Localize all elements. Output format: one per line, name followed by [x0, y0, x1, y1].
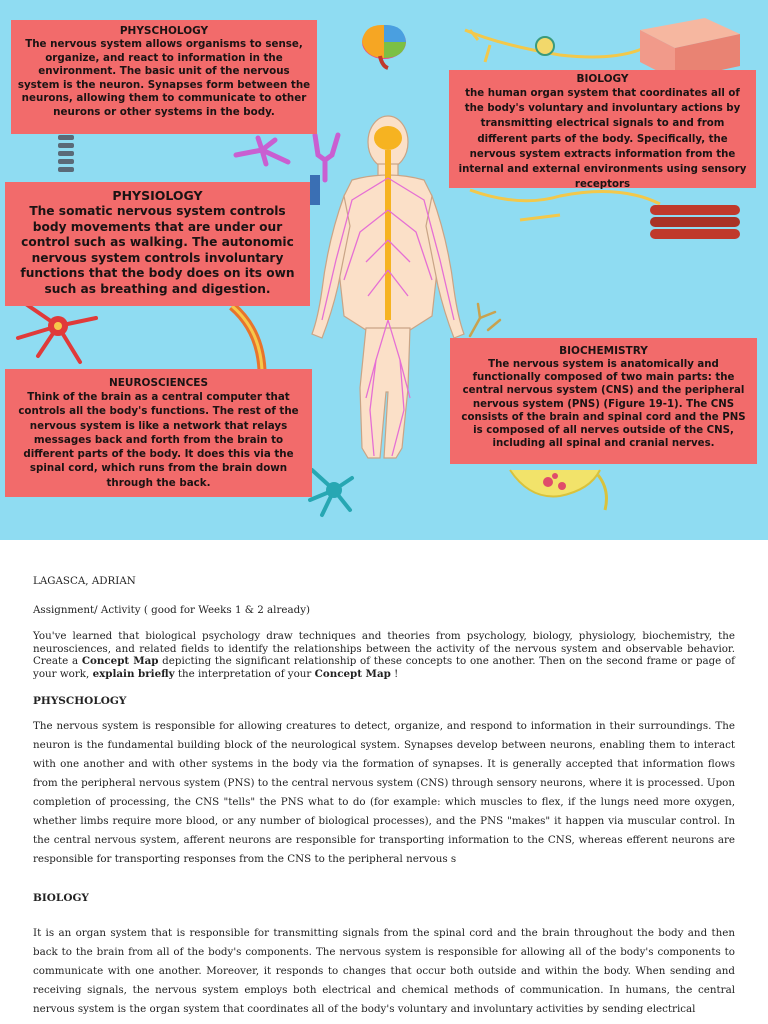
- instructions-paragraph: [33, 630, 735, 680]
- section-text-biology: It is an organ system that is responsible for transmitting signals from the spinal cord and the brain throughout the body and then back to the brain from all of the body's components. The nervous system is responsible for allowing all of the body's components to communicate with one another. Moreover, it responds to changes that occur both outside and within the body. When sending and receiving signals, the nervous system employs both electrical and chemical methods of communication. In humans, the central nervous system is the organ system that coordinates all of the body's voluntary and involuntary activities by sending electrical: [33, 927, 735, 1016]
- nerve-strand-icon: [232, 306, 262, 370]
- sensory-neuron-icon: [465, 30, 650, 62]
- biochemistry-card: [450, 338, 757, 464]
- biochemistry-card-body: The nervous system is anatomically and functionally composed of two main parts: the central nervous system (CNS) and the peripheral nervous system (PNS) (Figure 19-1). The CNS consists of the brain and spinal cord and the PNS is composed of all nerves outside of the CNS, including all spinal and cranial nerves.: [461, 359, 746, 450]
- section-heading-psychology: PHYSCHOLOGY: [33, 695, 127, 708]
- axon-segment: [310, 175, 320, 205]
- section-heading-biology: BIOLOGY: [33, 892, 89, 905]
- neurosciences-card-body: Think of the brain as a central computer that controls all the body's functions. The rest of the nervous system is like a network that relays messages back and forth from the brain to different parts of the body. It does this via the spinal cord, which runs from the brain down through the back.: [18, 391, 299, 489]
- spine-icon: [58, 135, 74, 172]
- instructions-part-3: the interpretation of your: [174, 667, 315, 680]
- physiology-card-body: The somatic nervous system controls body movements that are under our control such as walking. The autonomic nervous system controls involuntary functions that the body does on its own such as breathing and digestion.: [20, 204, 295, 296]
- instructions-bold-concept-map-2: Concept Map: [314, 667, 391, 680]
- author-name: LAGASCA, ADRIAN: [33, 575, 136, 587]
- brain-icon: [362, 25, 406, 68]
- instructions-bold-explain: explain briefly: [92, 667, 175, 680]
- document-body: [33, 572, 735, 1019]
- neuron-nucleus: [54, 322, 62, 330]
- physiology-card: [5, 182, 310, 306]
- instructions-part-1: You've learned that biological psychology draw techniques and theories from psychology, biology, physiology, biochemistry, the neurosciences, and related fields to identify the relationships between the activity of the nervous system and observable behavior. Create a: [33, 630, 735, 668]
- biochemistry-card-title: BIOCHEMISTRY: [559, 345, 648, 357]
- instructions-part-2: depicting the significant relationship of these concepts to one another. Then on the second frame or page of your work,: [33, 655, 735, 680]
- psychology-card-body: The nervous system allows organisms to sense, organize, and react to information in the environment. The basic unit of the nervous system is the neuron. Synapses form between the neurons, allowing them to communicate to other neurons or other systems in the body.: [17, 38, 311, 118]
- biology-card: [449, 70, 756, 191]
- section-text-psychology: The nervous system is responsible for allowing creatures to detect, organize, and respond to information in their surroundings. The neuron is the fundamental building block of the neurological system. Synapses develop between neurons, enabling them to interact with one another and with other systems in the body via the formation of synapses. It is generally accepted that information flows from the peripheral nervous system (PNS) to the central nervous system (CNS) through sensory neurons, where it is processed. Upon completion of processing, the CNS "tells" the PNS what to do (for example: which muscles to flex, if the lungs need more oxygen, whether limbs require more blood, or any number of biological processes), and the PNS "makes" it happen via muscular control. In the central nervous system, afferent neurons are responsible for transporting information to the CNS, whereas efferent neurons are responsible for transporting responses from the CNS to the peripheral nervous s: [33, 720, 735, 866]
- psychology-card-title: PHYSCHOLOGY: [119, 25, 209, 37]
- instructions-bold-concept-map: Concept Map: [81, 655, 159, 668]
- neurosciences-card: [5, 369, 312, 497]
- biology-card-body: the human organ system that coordinates all of the body's voluntary and involuntary actions by transmitting electrical signals to and from different parts of the body. Specifically, the nervous system extracts information from the internal and external environments using sensory receptors: [458, 88, 747, 191]
- psychology-card: [11, 20, 317, 134]
- human-body-figure: [312, 116, 464, 458]
- muscle-fiber-icon: [650, 205, 740, 239]
- synapse-icon: [510, 470, 606, 510]
- neurosciences-card-title: NEUROSCIENCES: [108, 377, 209, 389]
- instructions-part-4: !: [390, 667, 399, 680]
- assignment-line: Assignment/ Activity ( good for Weeks 1 & 2 already): [33, 604, 311, 616]
- dendrite-icon: [470, 304, 500, 336]
- physiology-card-title: PHYSIOLOGY: [112, 188, 203, 203]
- biology-card-title: BIOLOGY: [576, 73, 629, 85]
- neuron-icon: [236, 135, 338, 180]
